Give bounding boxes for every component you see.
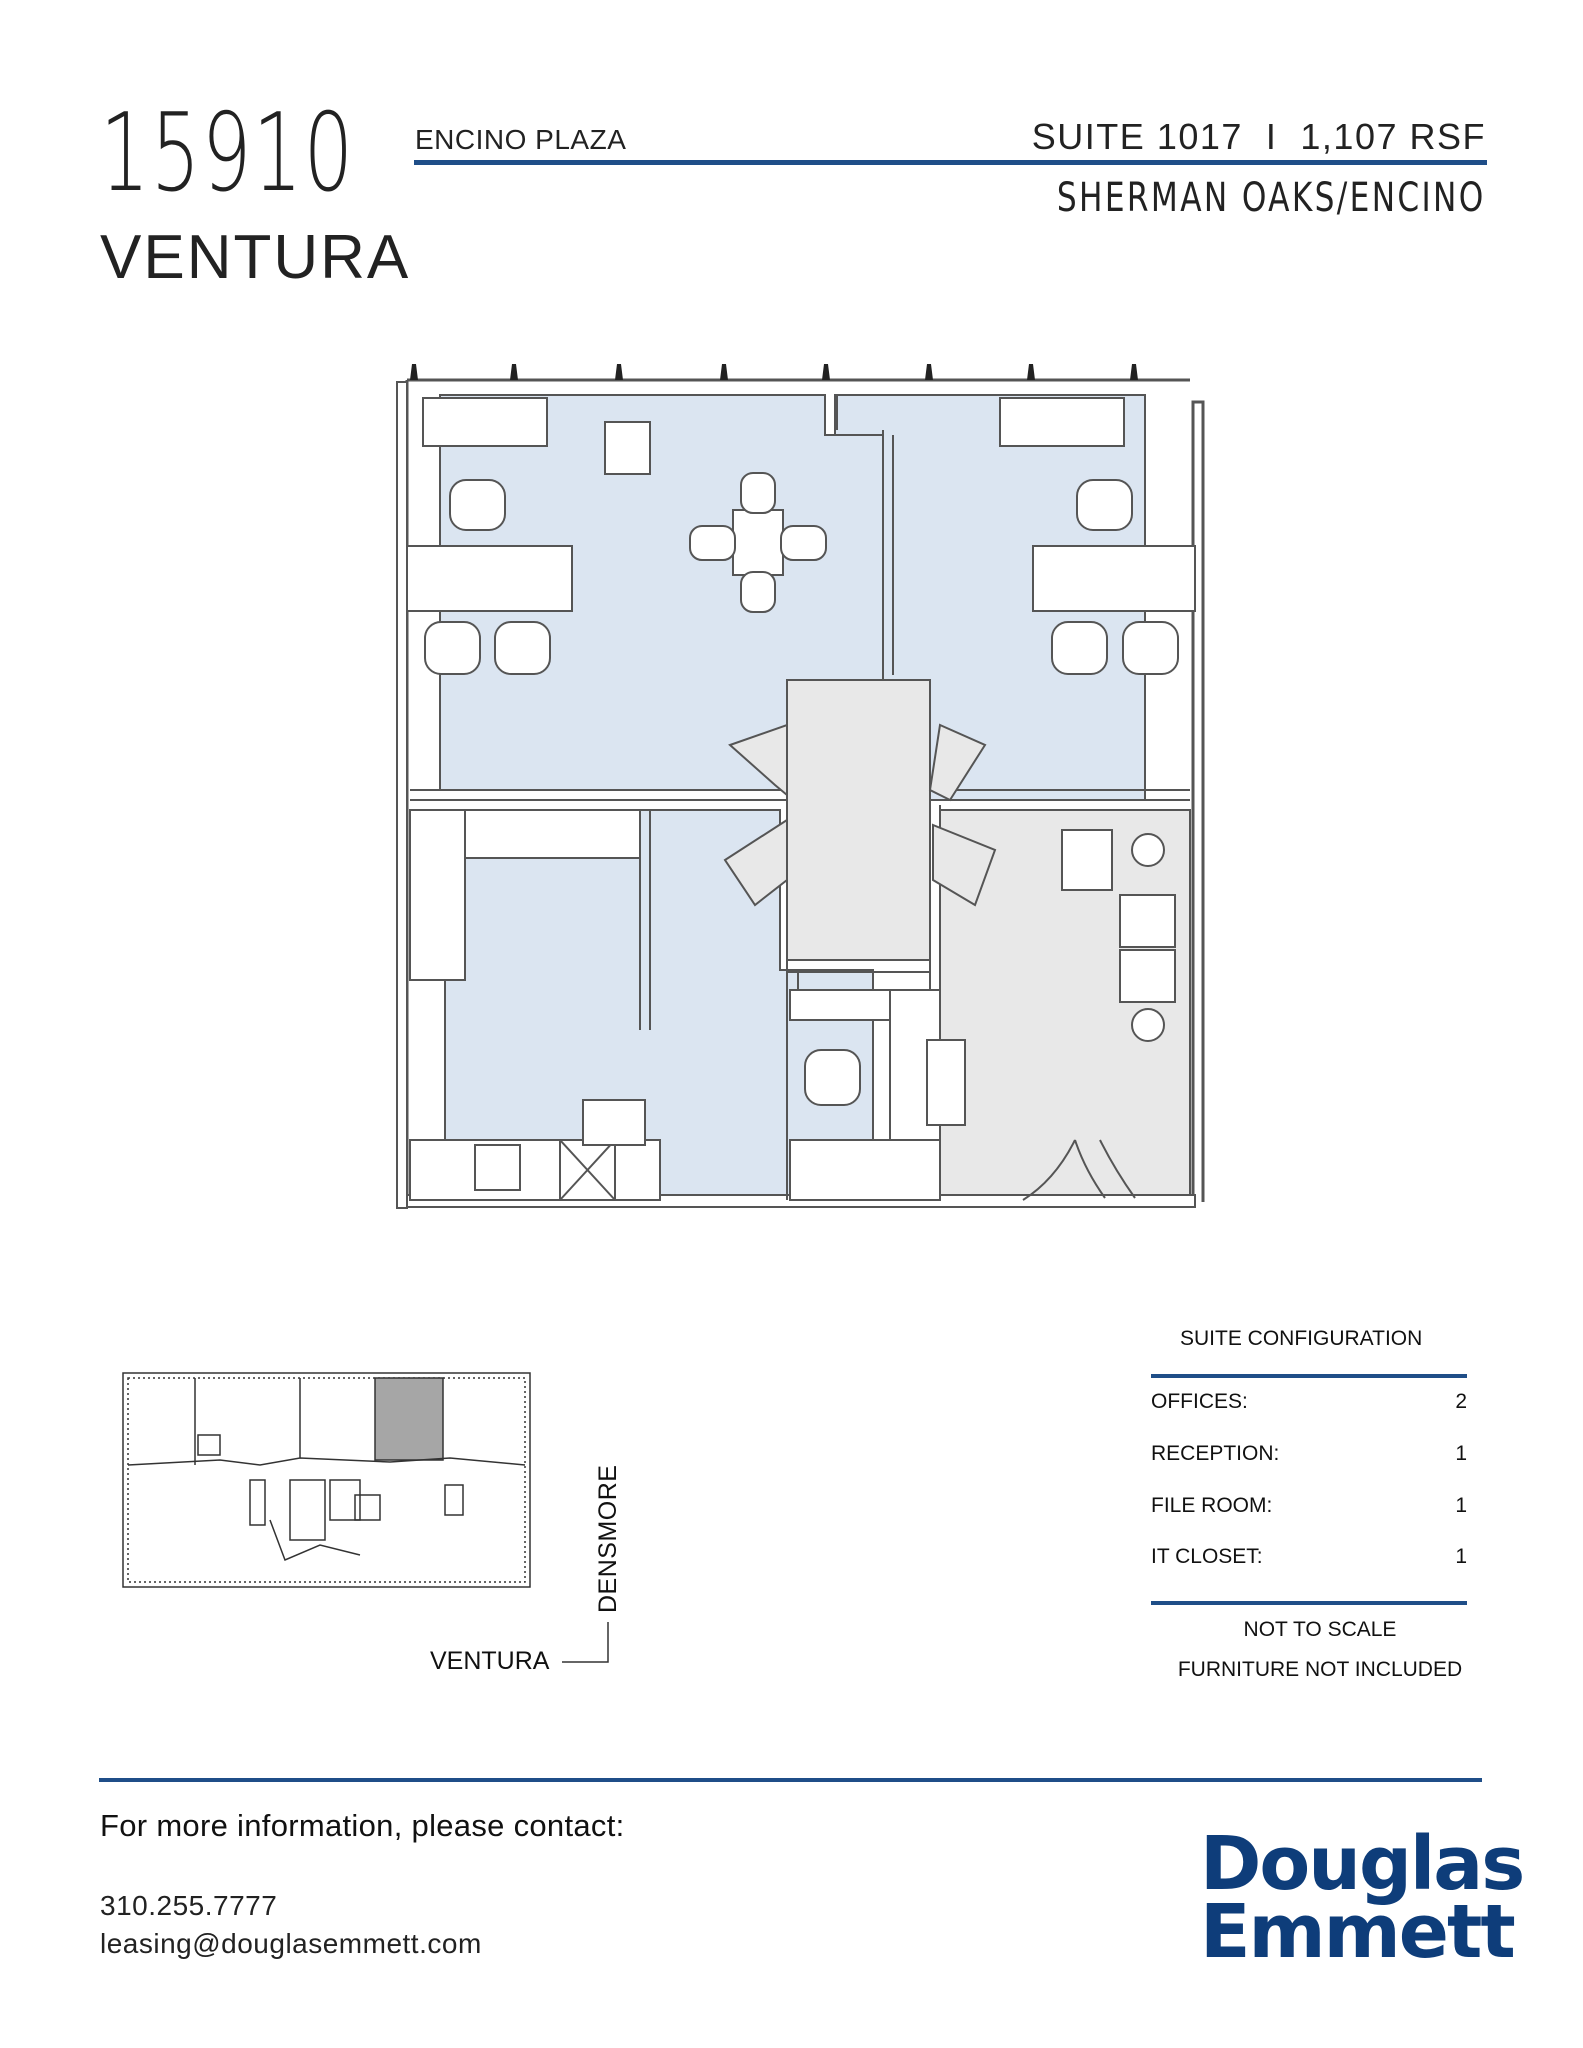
corridor: [787, 680, 930, 960]
config-label: RECEPTION:: [1151, 1442, 1280, 1465]
config-label: FILE ROOM:: [1151, 1494, 1273, 1517]
config-row-file-room: [1151, 1494, 1467, 1518]
config-value: 1: [1455, 1545, 1467, 1568]
config-row-it-closet: [1151, 1545, 1467, 1569]
note-not-to-scale: NOT TO SCALE: [1243, 1618, 1397, 1641]
key-plan-suite-highlight: [375, 1378, 443, 1460]
contact-phone[interactable]: 310.255.7777: [100, 1890, 278, 1921]
submarket-label: SHERMAN OAKS/ENCINO: [1057, 175, 1486, 221]
floor-plan: [385, 350, 1205, 1220]
key-plan: [120, 1370, 540, 1600]
config-value: 1: [1455, 1494, 1467, 1517]
config-value: 1: [1455, 1442, 1467, 1465]
building-name: ENCINO PLAZA: [415, 124, 627, 155]
suite-config-rule-bottom: [1151, 1601, 1467, 1605]
building-street: VENTURA: [100, 223, 411, 292]
street-label-ventura: VENTURA: [430, 1647, 550, 1675]
note-furniture: FURNITURE NOT INCLUDED: [1177, 1658, 1463, 1681]
contact-heading: For more information, please contact:: [100, 1808, 625, 1843]
footer-divider: [99, 1778, 1482, 1782]
contact-email-link[interactable]: leasing@douglasemmett.com: [100, 1928, 482, 1959]
config-value: 2: [1455, 1390, 1467, 1413]
street-label-densmore: DENSMORE: [594, 1465, 622, 1614]
config-row-reception: [1151, 1442, 1467, 1466]
config-label: IT CLOSET:: [1151, 1545, 1263, 1568]
logo-line-2: Emmett: [1200, 1889, 1514, 1976]
config-row-offices: [1151, 1390, 1467, 1414]
suite-info: SUITE 1017 I 1,107 RSF: [1031, 116, 1486, 157]
config-label: OFFICES:: [1151, 1390, 1248, 1413]
header-divider: [414, 160, 1487, 165]
logo-line-1: Douglas: [1200, 1821, 1524, 1907]
douglas-emmett-logo: [1200, 1821, 1524, 1976]
building-number: 15910: [100, 91, 355, 216]
suite-config-title: SUITE CONFIGURATION: [1180, 1327, 1423, 1350]
suite-config-rule-top: [1151, 1374, 1467, 1378]
street-leader-line: [560, 1620, 610, 1670]
